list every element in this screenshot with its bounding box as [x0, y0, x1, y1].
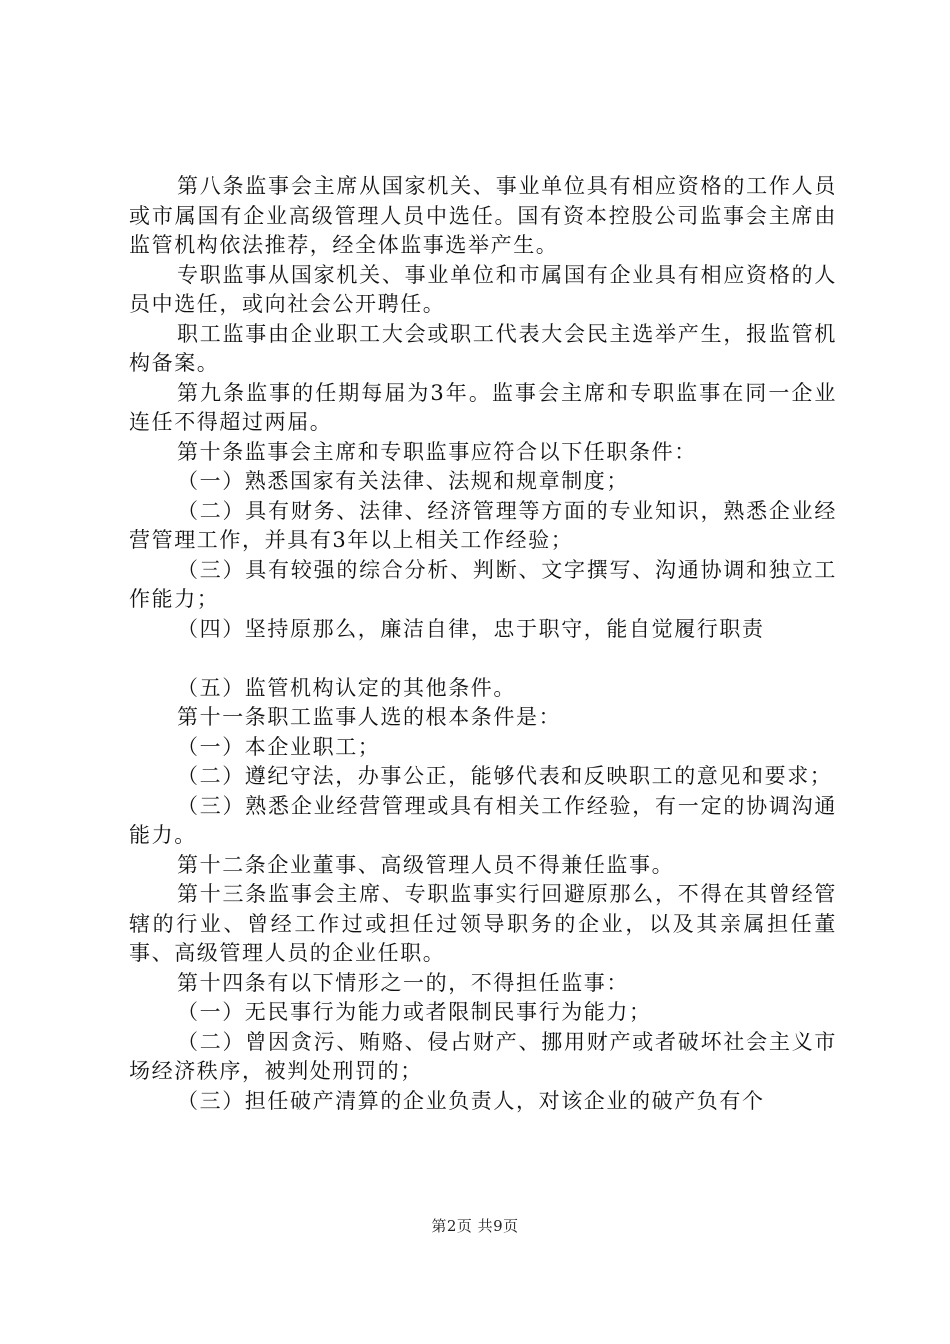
list-item-11-2: （二）遵纪守法，办事公正，能够代表和反映职工的意见和要求； [177, 764, 833, 788]
list-item-14-3: （三）担任破产清算的企业负责人，对该企业的破产负有个 [177, 1088, 765, 1113]
paragraph-article-11: 第十一条职工监事人选的根本条件是： [177, 705, 562, 729]
list-item-14-2: （二）曾因贪污、贿赂、侵占财产、挪用财产或者破坏社会主义市场经济秩序，被判处刑罚的； [129, 1029, 837, 1083]
paragraph-full-time-supervisors: 专职监事从国家机关、事业单位和市属国有企业具有相应资格的人员中选任，或向社会公开聘任。 [129, 262, 837, 316]
list-item-10-5: （五）监管机构认定的其他条件。 [177, 675, 516, 700]
list-item-14-1: （一）无民事行为能力或者限制民事行为能力； [177, 1000, 652, 1024]
list-item-10-2: （二）具有财务、法律、经济管理等方面的专业知识，熟悉企业经营管理工作，并具有3年以上相关工作经验； [129, 498, 837, 552]
paragraph-article-9: 第九条监事的任期每届为3年。监事会主席和专职监事在同一企业连任不得超过两届。 [129, 380, 837, 434]
paragraph-article-8: 第八条监事会主席从国家机关、事业单位具有相应资格的工作人员或市属国有企业高级管理人员中选任。国有资本控股公司监事会主席由监管机构依法推荐，经全体监事选举产生。 [129, 174, 837, 257]
paragraph-employee-supervisors: 职工监事由企业职工大会或职工代表大会民主选举产生，报监管机构备案。 [129, 321, 837, 375]
list-item-10-1: （一）熟悉国家有关法律、法规和规章制度； [177, 469, 629, 493]
list-item-11-1: （一）本企业职工； [177, 734, 381, 759]
document-body [129, 172, 837, 1116]
list-item-10-3: （三）具有较强的综合分析、判断、文字撰写、沟通协调和独立工作能力； [129, 557, 837, 611]
paragraph-article-13: 第十三条监事会主席、专职监事实行回避原那么，不得在其曾经管辖的行业、曾经工作过或担任过领导职务的企业，以及其亲属担任董事、高级管理人员的企业任职。 [129, 882, 837, 965]
page-number-footer: 第2页 共9页 [431, 1217, 519, 1235]
list-item-10-4: （四）坚持原那么，廉洁自律，忠于职守，能自觉履行职责 [177, 616, 765, 641]
list-item-11-3: （三）熟悉企业经营管理或具有相关工作经验，有一定的协调沟通能力。 [129, 793, 837, 847]
paragraph-article-14: 第十四条有以下情形之一的，不得担任监事： [177, 970, 629, 995]
paragraph-article-12: 第十二条企业董事、高级管理人员不得兼任监事。 [177, 852, 675, 877]
paragraph-article-10: 第十条监事会主席和专职监事应符合以下任职条件： [177, 439, 697, 464]
